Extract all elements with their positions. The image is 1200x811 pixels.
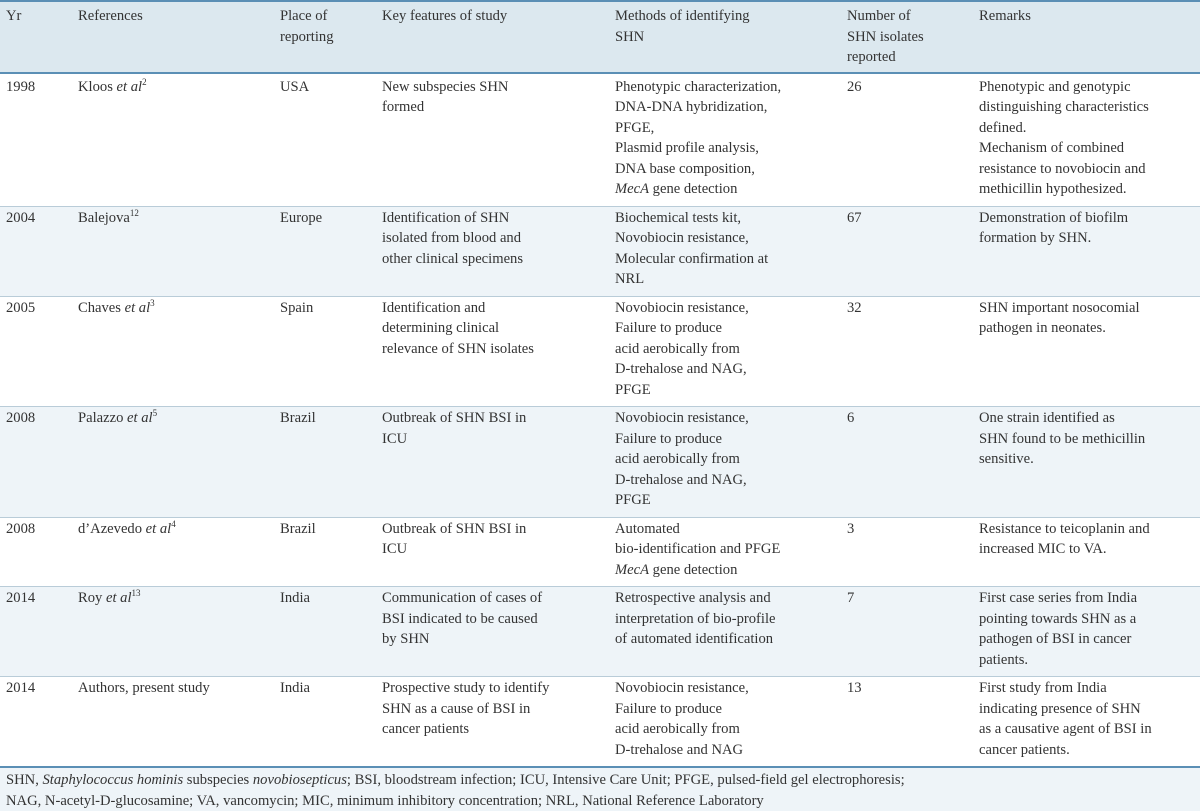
remark-line: pathogen in neonates. bbox=[979, 318, 1194, 339]
feature-line: BSI indicated to be caused bbox=[382, 609, 603, 630]
table-body bbox=[0, 73, 1200, 768]
cell-methods bbox=[609, 677, 841, 768]
cell-remarks bbox=[973, 407, 1200, 518]
cell-reference: Palazzo et $al^5$ bbox=[72, 407, 274, 518]
method-line: Failure to produce bbox=[615, 429, 835, 450]
cell-methods bbox=[609, 206, 841, 296]
feature-line: Identification and bbox=[382, 298, 603, 319]
method-line: acid aerobically from bbox=[615, 449, 835, 470]
remark-line: cancer patients. bbox=[979, 740, 1194, 761]
reference-number: 12 bbox=[130, 208, 139, 218]
method-line: PFGE bbox=[615, 490, 835, 511]
method-line: PFGE, bbox=[615, 118, 835, 139]
reference-number: 2 bbox=[142, 77, 147, 87]
cell-year: 2005 bbox=[0, 296, 72, 407]
cell-methods bbox=[609, 517, 841, 587]
header-number-isolates: Number of SHN isolates reported bbox=[841, 1, 973, 73]
table-row bbox=[0, 587, 1200, 677]
cell-reference: d’Azevedo et $al^4$ bbox=[72, 517, 274, 587]
cell-number-isolates: 3 bbox=[841, 517, 973, 587]
remark-line: distinguishing characteristics bbox=[979, 97, 1194, 118]
cell-key-features bbox=[376, 296, 609, 407]
method-line: MecA gene detection bbox=[615, 560, 835, 581]
remark-line: Resistance to teicoplanin and bbox=[979, 519, 1194, 540]
cell-number-isolates: 26 bbox=[841, 73, 973, 207]
cell-year: 2008 bbox=[0, 407, 72, 518]
header-key-features: Key features of study bbox=[376, 1, 609, 73]
cell-reference: Kloos et $al^2$ bbox=[72, 73, 274, 207]
method-line: Novobiocin resistance, bbox=[615, 228, 835, 249]
feature-line: determining clinical bbox=[382, 318, 603, 339]
cell-remarks bbox=[973, 587, 1200, 677]
method-line: DNA-DNA hybridization, bbox=[615, 97, 835, 118]
reference-number: 3 bbox=[150, 298, 155, 308]
remark-line: indicating presence of SHN bbox=[979, 699, 1194, 720]
feature-line: SHN as a cause of BSI in bbox=[382, 699, 603, 720]
cell-key-features bbox=[376, 677, 609, 768]
method-line: D-trehalose and NAG bbox=[615, 740, 835, 761]
method-line: Biochemical tests kit, bbox=[615, 208, 835, 229]
table-row bbox=[0, 677, 1200, 768]
remark-line: methicillin hypothesized. bbox=[979, 179, 1194, 200]
remark-line: pathogen of BSI in cancer bbox=[979, 629, 1194, 650]
feature-line: Outbreak of SHN BSI in bbox=[382, 408, 603, 429]
feature-line: isolated from blood and bbox=[382, 228, 603, 249]
method-line: DNA base composition, bbox=[615, 159, 835, 180]
feature-line: by SHN bbox=[382, 629, 603, 650]
cell-key-features bbox=[376, 407, 609, 518]
feature-line: Identification of SHN bbox=[382, 208, 603, 229]
feature-line: relevance of SHN isolates bbox=[382, 339, 603, 360]
reference-number: 5 bbox=[153, 408, 158, 418]
cell-key-features bbox=[376, 587, 609, 677]
remark-line: SHN found to be methicillin bbox=[979, 429, 1194, 450]
cell-reference: Chaves et $al^3$ bbox=[72, 296, 274, 407]
cell-remarks bbox=[973, 206, 1200, 296]
cell-year: 1998 bbox=[0, 73, 72, 207]
method-line: Molecular confirmation at bbox=[615, 249, 835, 270]
method-line: Novobiocin resistance, bbox=[615, 408, 835, 429]
reference-number: 13 bbox=[132, 588, 141, 598]
table-row bbox=[0, 296, 1200, 407]
cell-methods bbox=[609, 587, 841, 677]
remark-line: patients. bbox=[979, 650, 1194, 671]
cell-remarks bbox=[973, 73, 1200, 207]
cell-reference: Roy et $al^{13}$ bbox=[72, 587, 274, 677]
table-row bbox=[0, 517, 1200, 587]
remark-line: Demonstration of biofilm bbox=[979, 208, 1194, 229]
feature-line: other clinical specimens bbox=[382, 249, 603, 270]
cell-year: 2014 bbox=[0, 677, 72, 768]
cell-number-isolates: 13 bbox=[841, 677, 973, 768]
header-yr: Yr bbox=[0, 1, 72, 73]
cell-remarks bbox=[973, 296, 1200, 407]
method-line: Failure to produce bbox=[615, 699, 835, 720]
cell-reference: Authors, present study bbox=[72, 677, 274, 768]
method-line: acid aerobically from bbox=[615, 719, 835, 740]
feature-line: Communication of cases of bbox=[382, 588, 603, 609]
remark-line: First case series from India bbox=[979, 588, 1194, 609]
cell-place: India bbox=[274, 587, 376, 677]
reference-number: 4 bbox=[171, 519, 176, 529]
remark-line: First study from India bbox=[979, 678, 1194, 699]
remark-line: pointing towards SHN as a bbox=[979, 609, 1194, 630]
cell-number-isolates: 67 bbox=[841, 206, 973, 296]
cell-methods bbox=[609, 407, 841, 518]
feature-line: Outbreak of SHN BSI in bbox=[382, 519, 603, 540]
method-line: Automated bbox=[615, 519, 835, 540]
cell-place: India bbox=[274, 677, 376, 768]
cell-year: 2004 bbox=[0, 206, 72, 296]
table-header bbox=[0, 1, 1200, 73]
header-row bbox=[0, 1, 1200, 73]
method-line: Phenotypic characterization, bbox=[615, 77, 835, 98]
cell-place: USA bbox=[274, 73, 376, 207]
feature-line: cancer patients bbox=[382, 719, 603, 740]
footnote-line-1: SHN, Staphylococcus hominis subspecies novobiosepticus; BSI, bloodstream infection; ICU, Intensive Care Unit; PFGE, pulsed-field gel electrophoresis; bbox=[6, 770, 1194, 791]
header-methods: Methods of identifying SHN bbox=[609, 1, 841, 73]
method-line: D-trehalose and NAG, bbox=[615, 359, 835, 380]
feature-line: ICU bbox=[382, 429, 603, 450]
feature-line: ICU bbox=[382, 539, 603, 560]
cell-place: Brazil bbox=[274, 407, 376, 518]
remark-line: Phenotypic and genotypic bbox=[979, 77, 1194, 98]
feature-line: New subspecies SHN bbox=[382, 77, 603, 98]
remark-line: sensitive. bbox=[979, 449, 1194, 470]
footnote-line-2: NAG, N-acetyl-D-glucosamine; VA, vancomycin; MIC, minimum inhibitory concentration; NRL, National Reference Laboratory bbox=[6, 791, 1194, 811]
method-line: bio-identification and PFGE bbox=[615, 539, 835, 560]
cell-number-isolates: 6 bbox=[841, 407, 973, 518]
method-line: PFGE bbox=[615, 380, 835, 401]
remark-line: Mechanism of combined bbox=[979, 138, 1194, 159]
cell-key-features bbox=[376, 73, 609, 207]
remark-line: defined. bbox=[979, 118, 1194, 139]
cell-reference: Balejova$^{12}$ bbox=[72, 206, 274, 296]
remark-line: resistance to novobiocin and bbox=[979, 159, 1194, 180]
cell-place: Spain bbox=[274, 296, 376, 407]
remark-line: as a causative agent of BSI in bbox=[979, 719, 1194, 740]
method-line: Retrospective analysis and bbox=[615, 588, 835, 609]
method-line: interpretation of bio-profile bbox=[615, 609, 835, 630]
table-row bbox=[0, 407, 1200, 518]
cell-methods bbox=[609, 296, 841, 407]
cell-place: Europe bbox=[274, 206, 376, 296]
cell-place: Brazil bbox=[274, 517, 376, 587]
method-line: D-trehalose and NAG, bbox=[615, 470, 835, 491]
cell-methods bbox=[609, 73, 841, 207]
header-place: Place of reporting bbox=[274, 1, 376, 73]
cell-number-isolates: 7 bbox=[841, 587, 973, 677]
remark-line: increased MIC to VA. bbox=[979, 539, 1194, 560]
remark-line: formation by SHN. bbox=[979, 228, 1194, 249]
feature-line: Prospective study to identify bbox=[382, 678, 603, 699]
cell-remarks bbox=[973, 517, 1200, 587]
cell-key-features bbox=[376, 206, 609, 296]
method-line: of automated identification bbox=[615, 629, 835, 650]
method-line: NRL bbox=[615, 269, 835, 290]
method-line: acid aerobically from bbox=[615, 339, 835, 360]
header-remarks: Remarks bbox=[973, 1, 1200, 73]
remark-line: SHN important nosocomial bbox=[979, 298, 1194, 319]
cell-number-isolates: 32 bbox=[841, 296, 973, 407]
cell-remarks bbox=[973, 677, 1200, 768]
cell-key-features bbox=[376, 517, 609, 587]
table-row bbox=[0, 206, 1200, 296]
method-line: Novobiocin resistance, bbox=[615, 298, 835, 319]
table-row bbox=[0, 73, 1200, 207]
cell-year: 2014 bbox=[0, 587, 72, 677]
remark-line: One strain identified as bbox=[979, 408, 1194, 429]
table-footnote bbox=[0, 768, 1200, 811]
method-line: Plasmid profile analysis, bbox=[615, 138, 835, 159]
cell-year: 2008 bbox=[0, 517, 72, 587]
method-line: Novobiocin resistance, bbox=[615, 678, 835, 699]
feature-line: formed bbox=[382, 97, 603, 118]
method-line: MecA gene detection bbox=[615, 179, 835, 200]
header-references: References bbox=[72, 1, 274, 73]
method-line: Failure to produce bbox=[615, 318, 835, 339]
